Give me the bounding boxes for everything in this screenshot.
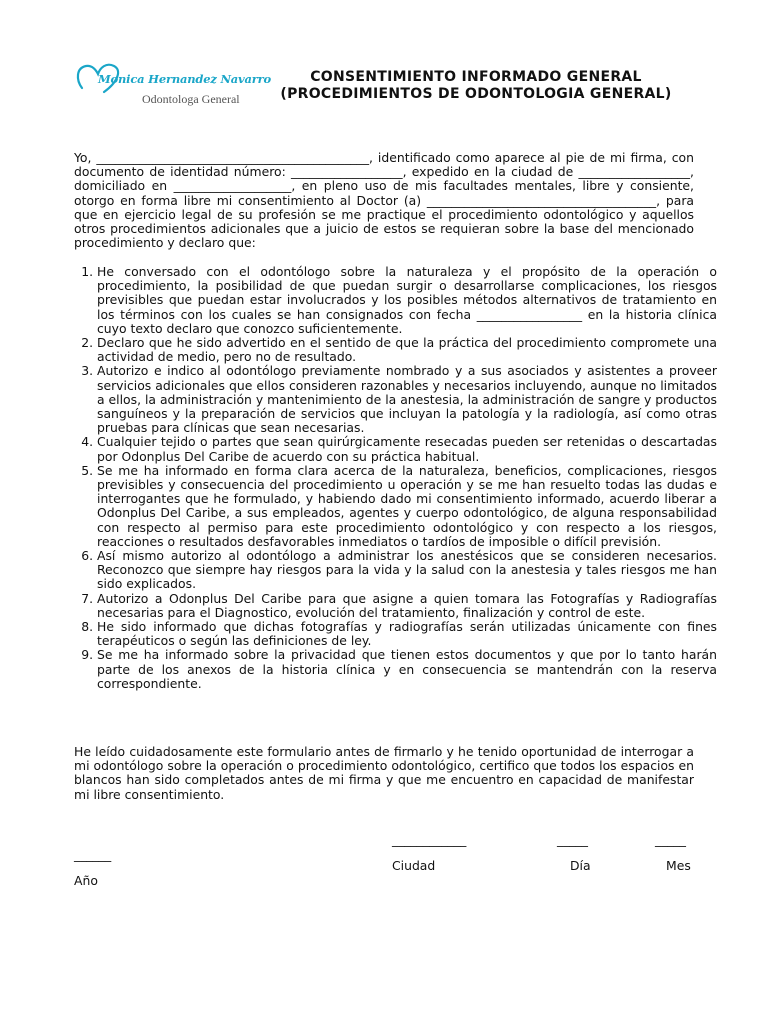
dia-line: _____ <box>557 832 588 847</box>
clause-item: 2. Declaro que he sido advertido en el sentido de que la práctica del procedimiento compromete una actividad de medio, pero no de resultado. <box>97 336 717 364</box>
title-line-1: CONSENTIMIENTO INFORMADO GENERAL <box>310 69 642 85</box>
clause-item: 3. Autorizo e indico al odontólogo previamente nombrado y a sus asociados y asistentes a proveer servicios adicionales que ellos consideren razonables y necesarios incluyendo, aunque no limitados a ellos, la administración y mantenimiento de la anestesia, la administración de sangre y productos sanguíneos y la preparación de servicios que incluyan la patología y la radiología, así como otras pruebas para clínicas que sean necesarias. <box>97 364 717 435</box>
clause-item: 6. Así mismo autorizo al odontólogo a administrar los anestésicos que se consideren necesarios. Reconozco que siempre hay riesgos para la vida y la salud con la anestesia y tales riesgos me han sido explicados. <box>97 549 717 592</box>
clause-item: 4. Cualquier tejido o partes que sean quirúrgicamente resecadas pueden ser retenidas o descartadas por Odonplus Del Caribe de acuerdo con su práctica habitual. <box>97 435 717 463</box>
clause-item: 7. Autorizo a Odonplus Del Caribe para que asigne a quien tomara las Fotografías y Radiografías necesarias para el Diagnostico, evolución del tratamiento, finalización y control de este. <box>97 592 717 620</box>
mes-label: Mes <box>666 858 691 873</box>
clause-item: 1. He conversado con el odontólogo sobre la naturaleza y el propósito de la operación o procedimiento, la posibilidad de que puedan surgir o desarrollarse complicaciones, los riesgos previsibles que puedan estar involucrados y los posibles métodos alternativos de tratamiento en los términos con los cuales se han consignados con fecha _________________ en la historia clínica cuyo texto declaro que conozco suficientemente. <box>97 265 717 336</box>
ano-line: ______ <box>74 847 112 862</box>
clause-item: 8. He sido informado que dichas fotografías y radiografías serán utilizadas únicamente con fines terapéuticos o según las definiciones de ley. <box>97 620 717 648</box>
closing-paragraph: He leído cuidadosamente este formulario antes de firmarlo y he tenido oportunidad de interrogar a mi odontólogo sobre la operación o procedimiento odontológico, certifico que todos los espacios en blancos han sido completados antes de mi firma y que me encuentro en capacidad de manifestar mi libre consentimiento. <box>74 744 694 802</box>
logo-subtitle: Odontologa General <box>142 92 240 106</box>
ciudad-line: ____________ <box>392 832 467 847</box>
title-line-2: (PROCEDIMIENTOS DE ODONTOLOGIA GENERAL) <box>280 86 672 102</box>
clause-item: 5. Se me ha informado en forma clara acerca de la naturaleza, beneficios, complicaciones, riesgos previsibles y consecuencia del procedimiento u operación y se me han resuelto todas las dudas e interrogantes que he formulado, y habiendo dado mi consentimiento informado, acuerdo liberar a Odonplus Del Caribe, a sus empleados, agentes y cuerpo odontológico, de alguna responsabilidad con respecto al permiso para este procedimiento odontológico y con respecto a los riesgos, reacciones o resultados desfavorables inmediatos o tardíos de imposible o difícil previsión. <box>97 464 717 549</box>
document-title <box>250 69 702 103</box>
logo-name: Monica Hernandez Navarro <box>98 72 271 86</box>
clinic-logo <box>74 58 271 116</box>
dia-label: Día <box>570 858 591 873</box>
mes-line: _____ <box>655 832 686 847</box>
ano-label: Año <box>74 873 98 888</box>
clause-item: 9. Se me ha informado sobre la privacidad que tienen estos documentos y que por lo tanto harán parte de los anexos de la historia clínica y en consecuencia se mantendrán con la reserva correspondiente. <box>97 648 717 691</box>
intro-paragraph: Yo, ____________________________________________, identificado como aparece al pie de mi firma, con documento de identidad número: __________________, expedido en la ciudad de __________________, domiciliado en ___________________, en pleno uso de mis facultades mentales, libre y consiente, otorgo en forma libre mi consentimiento al Doctor (a) _____________________________________, para que en ejercicio legal de su profesión se me practique el procedimiento odontológico y aquellos otros procedimientos adicionales que a juicio de estos se requieran sobre la base del mencionado procedimiento y declaro que: <box>74 150 694 251</box>
ciudad-label: Ciudad <box>392 858 436 873</box>
clauses-list <box>74 265 717 691</box>
